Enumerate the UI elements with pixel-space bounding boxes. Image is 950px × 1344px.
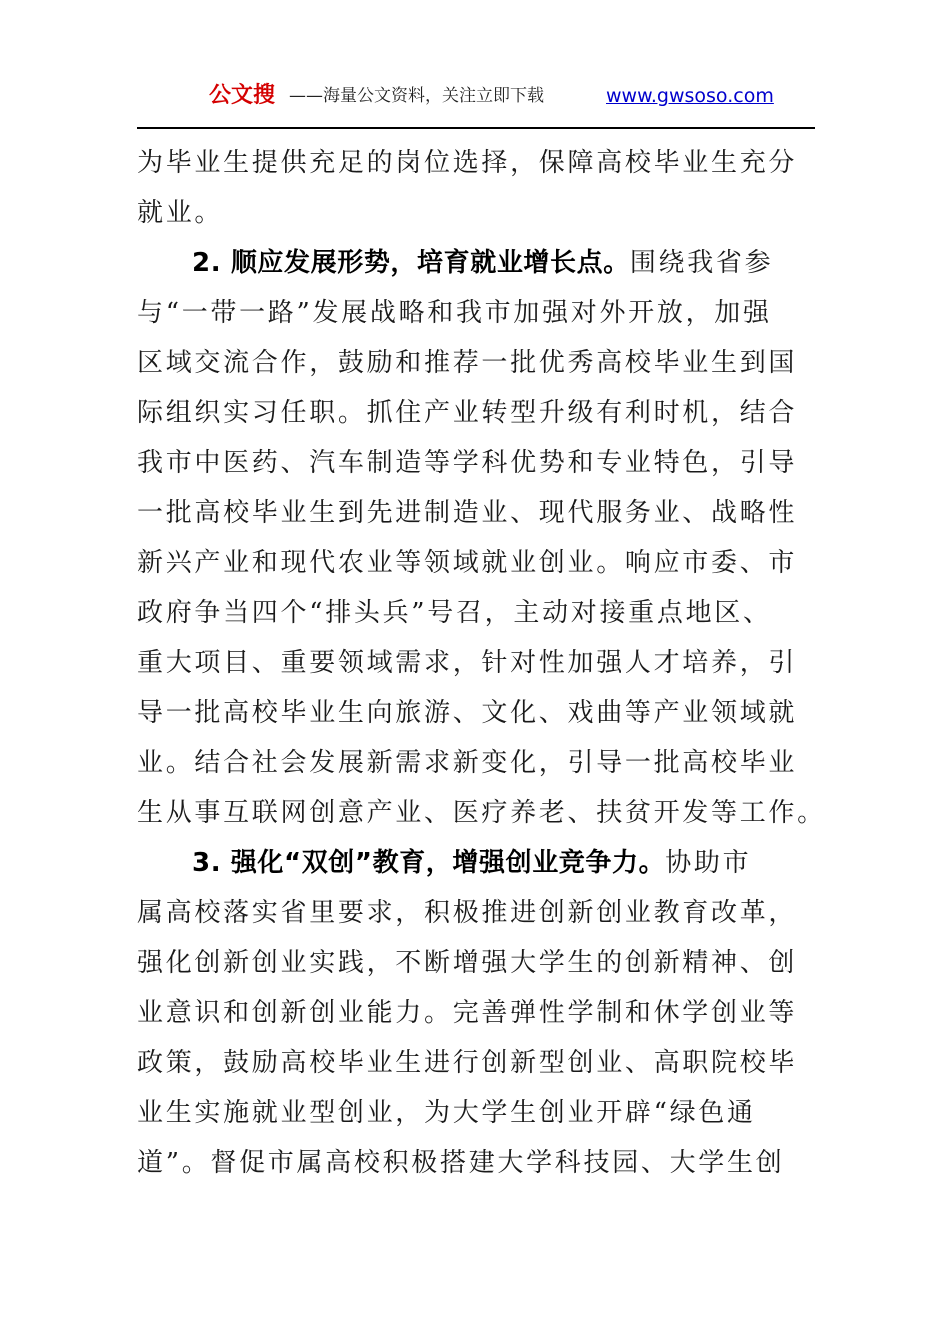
text-line: 政策，鼓励高校毕业生进行创新型创业、高职院校毕 <box>137 1048 798 1078</box>
site-link[interactable]: www.gwsoso.com <box>606 85 774 107</box>
paragraph-3-first-line: 3. 强化“双创”教育，增强创业竞争力。协助市 <box>192 848 752 878</box>
text-line: 强化创新创业实践，不断增强大学生的创新精神、创 <box>137 948 798 978</box>
paragraph-heading: 2. 顺应发展形势，培育就业增长点。 <box>192 248 630 278</box>
text-line: 业生实施就业型创业，为大学生创业开辟“绿色通 <box>137 1098 756 1128</box>
text-line: 就业。 <box>137 198 224 228</box>
header-slogan: ——海量公文资料，关注立即下载 <box>289 86 544 106</box>
text-line: 生从事互联网创意产业、医疗养老、扶贫开发等工作。 <box>137 798 826 828</box>
text-line: 与“一带一路”发展战略和我市加强对外开放，加强 <box>137 298 772 328</box>
text-line: 我市中医药、汽车制造等学科优势和专业特色，引导 <box>137 448 798 478</box>
text-line: 业意识和创新创业能力。完善弹性学制和休学创业等 <box>137 998 798 1028</box>
text-line: 际组织实习任职。抓住产业转型升级有利时机，结合 <box>137 398 798 428</box>
text-line: 政府争当四个“排头兵”号召，主动对接重点地区、 <box>137 598 772 628</box>
text-line: 新兴产业和现代农业等领域就业创业。响应市委、市 <box>137 548 798 578</box>
text-line: 导一批高校毕业生向旅游、文化、戏曲等产业领域就 <box>137 698 798 728</box>
header-divider <box>137 127 815 129</box>
text-line: 业。结合社会发展新需求新变化，引导一批高校毕业 <box>137 748 798 778</box>
text-line: 一批高校毕业生到先进制造业、现代服务业、战略性 <box>137 498 798 528</box>
text-line: 区域交流合作，鼓励和推荐一批优秀高校毕业生到国 <box>137 348 798 378</box>
text-line: 道”。督促市属高校积极搭建大学科技园、大学生创 <box>137 1148 785 1178</box>
text-line: 重大项目、重要领域需求，针对性加强人才培养，引 <box>137 648 798 678</box>
paragraph-heading: 3. 强化“双创”教育，增强创业竞争力。 <box>192 848 666 878</box>
paragraph-2-first-line: 2. 顺应发展形势，培育就业增长点。围绕我省参 <box>192 248 774 278</box>
brand-logo-text: 公文搜 <box>209 83 276 108</box>
text-line: 为毕业生提供充足的岗位选择，保障高校毕业生充分 <box>137 148 798 178</box>
page-header <box>137 80 815 112</box>
document-body <box>137 138 826 1188</box>
text-line: 属高校落实省里要求，积极推进创新创业教育改革， <box>137 898 798 928</box>
